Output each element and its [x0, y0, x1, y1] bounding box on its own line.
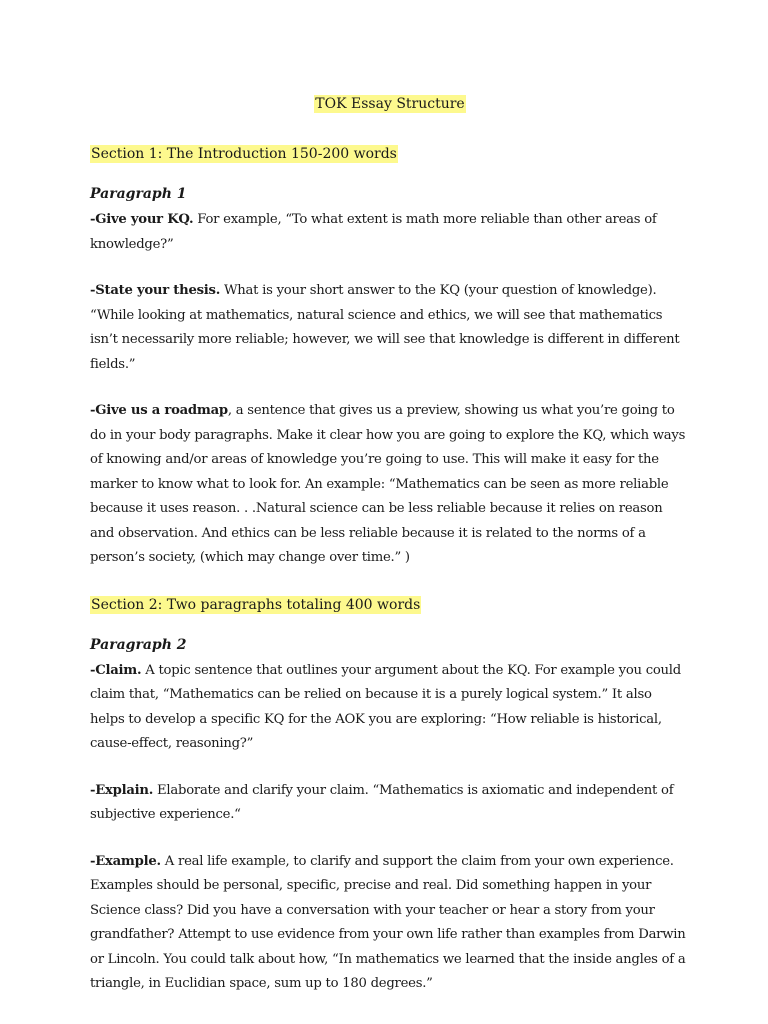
- document-page: [90, 92, 690, 1019]
- section-2-item-explain: [90, 779, 690, 828]
- item-lead: -Give your KQ.: [90, 212, 194, 227]
- section-2-item-claim: [90, 659, 690, 757]
- item-text: What is your short answer to the KQ (your question of knowledge). “While looking at mathematics, natural science and ethics, we will see that mathematics isn’t necessarily more reliable; however, we will see that knowledge is different in different fields.”: [90, 283, 680, 372]
- section-1-heading: [90, 142, 690, 166]
- item-text: , a sentence that gives us a preview, showing us what you’re going to do in your body paragraphs. Make it clear how you are going to explore the KQ, which ways of knowing and/or areas of knowledge you’re going to use. This will make it easy for the marker to know what to look for. An example: “Mathematics can be seen as more reliable because it uses reason. . .Natural science can be less reliable because it relies on reason and observation. And ethics can be less reliable because it is related to the norms of a person’s society, (which may change over time.” ): [90, 403, 686, 565]
- section-1-heading-text: Section 1: The Introduction 150-200 words: [91, 146, 397, 162]
- section-2-heading: [90, 593, 690, 617]
- item-lead: -Example.: [90, 853, 161, 869]
- section-2-heading-text: Section 2: Two paragraphs totaling 400 words: [91, 596, 421, 613]
- item-lead: -State your thesis.: [90, 283, 221, 298]
- item-text: Elaborate and clarify your claim. “Mathematics is axiomatic and independent of subjective experience.“: [90, 782, 674, 822]
- item-lead: -Give us a roadmap: [90, 403, 228, 418]
- paragraph-1-label: Paragraph 1: [90, 186, 187, 202]
- item-lead: -Claim.: [90, 662, 142, 678]
- document-title: TOK Essay Structure: [315, 96, 465, 112]
- section-2-item-example: [90, 850, 690, 997]
- section-1-item-kq: [90, 208, 690, 257]
- section-1-item-thesis: [90, 279, 690, 377]
- section-1-item-roadmap: [90, 399, 690, 571]
- item-lead: -Explain.: [90, 782, 154, 798]
- title-block: [90, 92, 690, 116]
- item-text: A real life example, to clarify and support the claim from your own experience. Examples should be personal, specific, precise and real. Did something happen in your Science class? Did you have a conversation with your teacher or hear a story from your grandfather? Attempt to use evidence from your own life rather than examples from Darwin or Lincoln. You could talk about how, “In mathematics we learned that the inside angles of a triangle, in Euclidian space, sum up to 180 degrees.”: [90, 853, 686, 991]
- paragraph-2-label: Paragraph 2: [90, 636, 187, 653]
- item-text: For example, “To what extent is math more reliable than other areas of knowledge?”: [90, 212, 657, 252]
- item-text: A topic sentence that outlines your argument about the KQ. For example you could claim that, “Mathematics can be relied on because it is a purely logical system.” It also helps to develop a specific KQ for the AOK you are exploring: “How reliable is historical, cause-effect, reasoning?”: [90, 662, 681, 751]
